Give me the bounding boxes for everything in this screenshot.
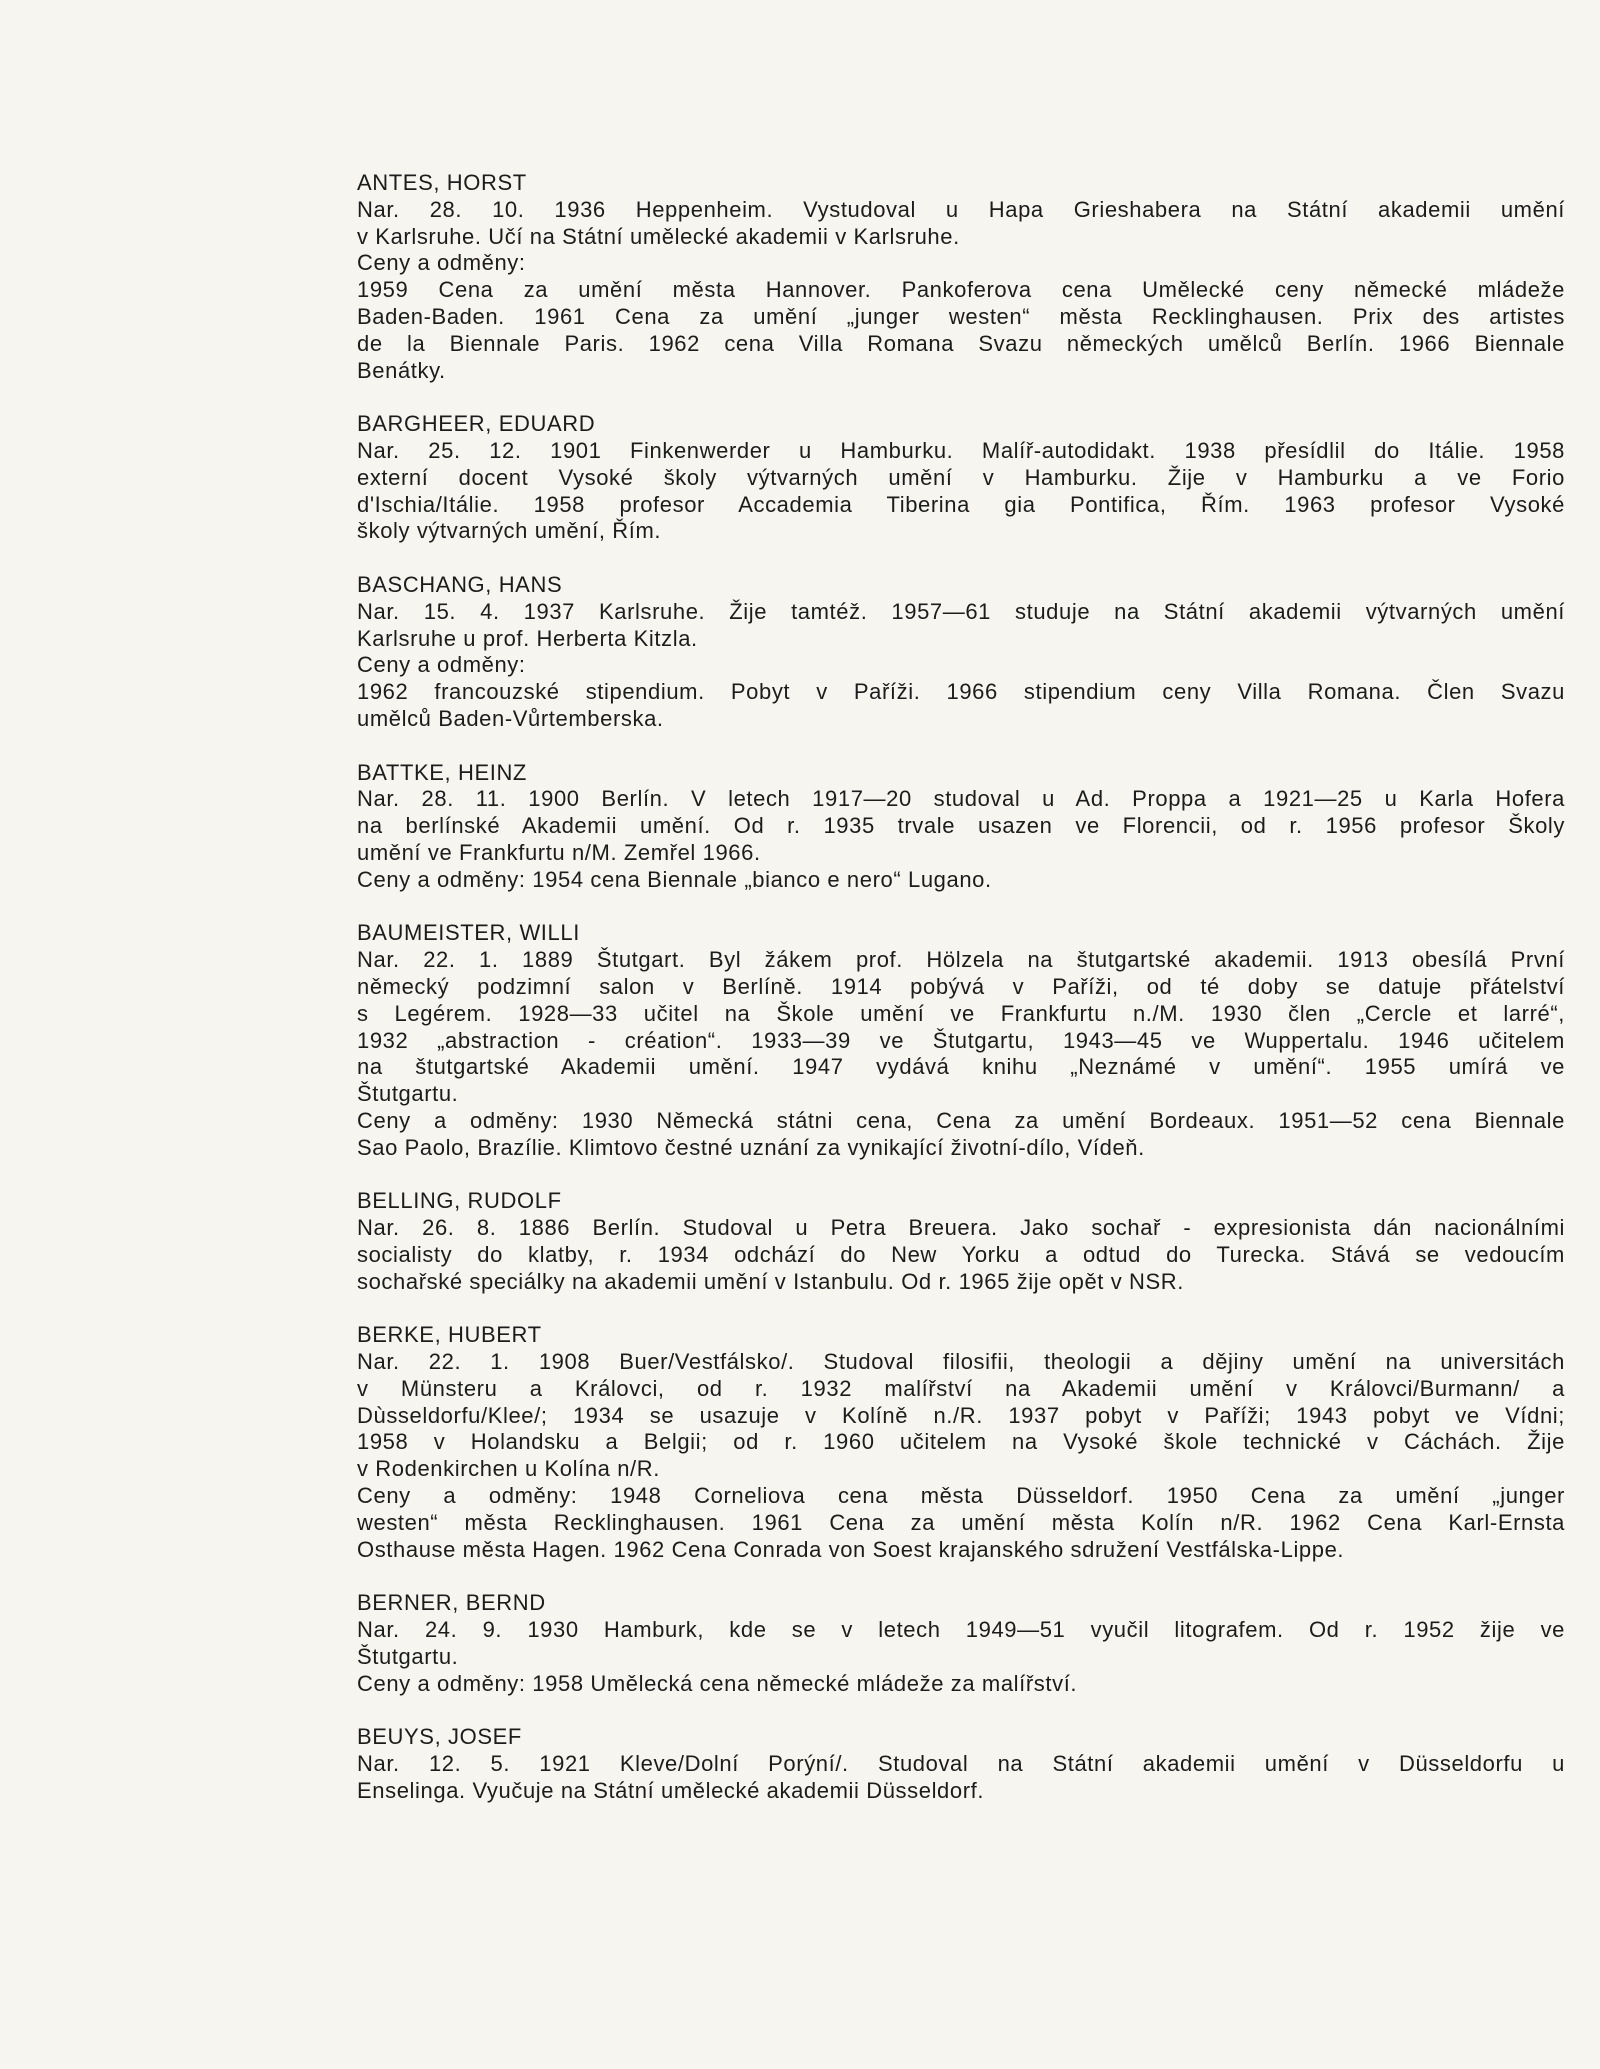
artist-name: BELLING, RUDOLF: [357, 1188, 562, 1214]
biography-line: Štutgartu.: [357, 1081, 459, 1107]
biography-line: Benátky.: [357, 357, 446, 383]
artist-name: BEUYS, JOSEF: [357, 1724, 522, 1750]
biography-line: Nar. 22. 1. 1889 Štutgart. Byl žákem prof. Hölzela na štutgartské akademii. 1913 obesílá První: [357, 947, 1565, 973]
biography-line: Nar. 15. 4. 1937 Karlsruhe. Žije tamtéž. 1957—61 studuje na Státní akademii výtvarných umění: [357, 598, 1565, 624]
artist-name: BARGHEER, EDUARD: [357, 411, 596, 437]
biography-line: Nar. 28. 10. 1936 Heppenheim. Vystudoval u Hapa Grieshabera na Státní akademii umění: [357, 196, 1565, 222]
biography-line: Ceny a odměny: 1948 Corneliova cena města Düsseldorf. 1950 Cena za umění „junger: [357, 1483, 1565, 1509]
biography-line: Ceny a odměny: 1954 cena Biennale „bianco e nero“ Lugano.: [357, 866, 992, 892]
biography-line: Sao Paolo, Brazílie. Klimtovo čestné uznání za vynikající životní-dílo, Vídeň.: [357, 1134, 1145, 1160]
artist-name: BAUMEISTER, WILLI: [357, 920, 580, 946]
biography-list: [357, 170, 1565, 1831]
biography-line: Ceny a odměny:: [357, 250, 526, 276]
biography-line: Nar. 12. 5. 1921 Kleve/Dolní Porýní/. Studoval na Státní akademii umění v Düsseldorfu u: [357, 1751, 1565, 1777]
biography-line: umělců Baden-Vůrtemberska.: [357, 705, 664, 731]
biography-line: v Karlsruhe. Učí na Státní umělecké akademii v Karlsruhe.: [357, 223, 960, 249]
artist-entry: [357, 1724, 1565, 1804]
artist-name: BERKE, HUBERT: [357, 1322, 542, 1348]
biography-line: de la Biennale Paris. 1962 cena Villa Romana Svazu německých umělců Berlín. 1966 Biennale: [357, 330, 1565, 356]
artist-name: BATTKE, HEINZ: [357, 759, 527, 785]
biography-line: s Legérem. 1928—33 učitel na Škole umění ve Frankfurtu n./M. 1930 člen „Cercle et larré“,: [357, 1000, 1565, 1026]
biography-line: Osthause města Hagen. 1962 Cena Conrada von Soest krajanského sdružení Vestfálska-Lippe.: [357, 1536, 1345, 1562]
biography-line: westen“ města Recklinghausen. 1961 Cena za umění města Kolín n/R. 1962 Cena Karl-Ernsta: [357, 1509, 1565, 1535]
artist-name: BASCHANG, HANS: [357, 571, 563, 597]
biography-line: německý podzimní salon v Berlíně. 1914 pobývá v Paříži, od té doby se datuje přátelství: [357, 973, 1565, 999]
biography-line: 1962 francouzské stipendium. Pobyt v Paříži. 1966 stipendium ceny Villa Romana. Člen Svazu: [357, 679, 1565, 705]
biography-line: 1959 Cena za umění města Hannover. Pankoferova cena Umělecké ceny německé mládeže: [357, 277, 1565, 303]
artist-entry: [357, 572, 1565, 733]
artist-entry: [357, 1322, 1565, 1563]
biography-line: Nar. 25. 12. 1901 Finkenwerder u Hamburku. Malíř-autodidakt. 1938 přesídlil do Itálie. 1958: [357, 437, 1565, 463]
artist-entry: [357, 760, 1565, 894]
biography-line: na berlínské Akademii umění. Od r. 1935 trvale usazen ve Florencii, od r. 1956 profesor Školy: [357, 813, 1565, 839]
biography-line: Štutgartu.: [357, 1643, 459, 1669]
biography-line: Nar. 26. 8. 1886 Berlín. Studoval u Petra Breuera. Jako sochař - expresionista dán nacionálními: [357, 1215, 1565, 1241]
artist-entry: [357, 411, 1565, 545]
artist-name: BERNER, BERND: [357, 1590, 546, 1616]
artist-entry: [357, 170, 1565, 384]
biography-line: Nar. 24. 9. 1930 Hamburk, kde se v letech 1949—51 vyučil litografem. Od r. 1952 žije ve: [357, 1617, 1565, 1643]
biography-line: Baden-Baden. 1961 Cena za umění „junger westen“ města Recklinghausen. Prix des artistes: [357, 303, 1565, 329]
biography-line: Ceny a odměny: 1930 Německá státni cena, Cena za umění Bordeaux. 1951—52 cena Biennale: [357, 1107, 1565, 1133]
biography-line: umění ve Frankfurtu n/M. Zemřel 1966.: [357, 839, 761, 865]
artist-name: ANTES, HORST: [357, 170, 527, 195]
artist-entry: [357, 920, 1565, 1161]
biography-line: v Münsteru a Královci, od r. 1932 malířství na Akademii umění v Královci/Burmann/ a: [357, 1375, 1565, 1401]
biography-line: externí docent Vysoké školy výtvarných umění v Hamburku. Žije v Hamburku a ve Forio: [357, 464, 1565, 490]
biography-line: Enselinga. Vyučuje na Státní umělecké akademii Düsseldorf.: [357, 1777, 985, 1803]
biography-line: školy výtvarných umění, Řím.: [357, 518, 662, 544]
biography-line: na štutgartské Akademii umění. 1947 vydává knihu „Neznámé v umění“. 1955 umírá ve: [357, 1054, 1565, 1080]
biography-line: d'Ischia/Itálie. 1958 profesor Accademia Tiberina gia Pontifica, Řím. 1963 profesor Vysoké: [357, 491, 1565, 517]
biography-line: Nar. 28. 11. 1900 Berlín. V letech 1917—20 studoval u Ad. Proppa a 1921—25 u Karla Hofera: [357, 786, 1565, 812]
artist-entry: [357, 1188, 1565, 1295]
biography-line: Ceny a odměny:: [357, 652, 526, 678]
biography-line: Nar. 22. 1. 1908 Buer/Vestfálsko/. Studoval filosifii, theologii a dějiny umění na universitách: [357, 1349, 1565, 1375]
biography-line: Ceny a odměny: 1958 Umělecká cena německé mládeže za malířství.: [357, 1670, 1078, 1696]
biography-line: Dùsseldorfu/Klee/; 1934 se usazuje v Kolíně n./R. 1937 pobyt v Paříži; 1943 pobyt ve Vídni;: [357, 1402, 1565, 1428]
biography-line: socialisty do klatby, r. 1934 odchází do New Yorku a odtud do Turecka. Stává se vedoucím: [357, 1241, 1565, 1267]
biography-line: Karlsruhe u prof. Herberta Kitzla.: [357, 625, 698, 651]
artist-entry: [357, 1590, 1565, 1697]
biography-line: 1958 v Holandsku a Belgii; od r. 1960 učitelem na Vysoké škole technické v Cáchách. Žije: [357, 1429, 1565, 1455]
biography-line: sochařské speciálky na akademii umění v Istanbulu. Od r. 1965 žije opět v NSR.: [357, 1268, 1184, 1294]
biography-line: v Rodenkirchen u Kolína n/R.: [357, 1456, 660, 1482]
biography-line: 1932 „abstraction - création“. 1933—39 ve Štutgartu, 1943—45 ve Wuppertalu. 1946 učitelem: [357, 1027, 1565, 1053]
